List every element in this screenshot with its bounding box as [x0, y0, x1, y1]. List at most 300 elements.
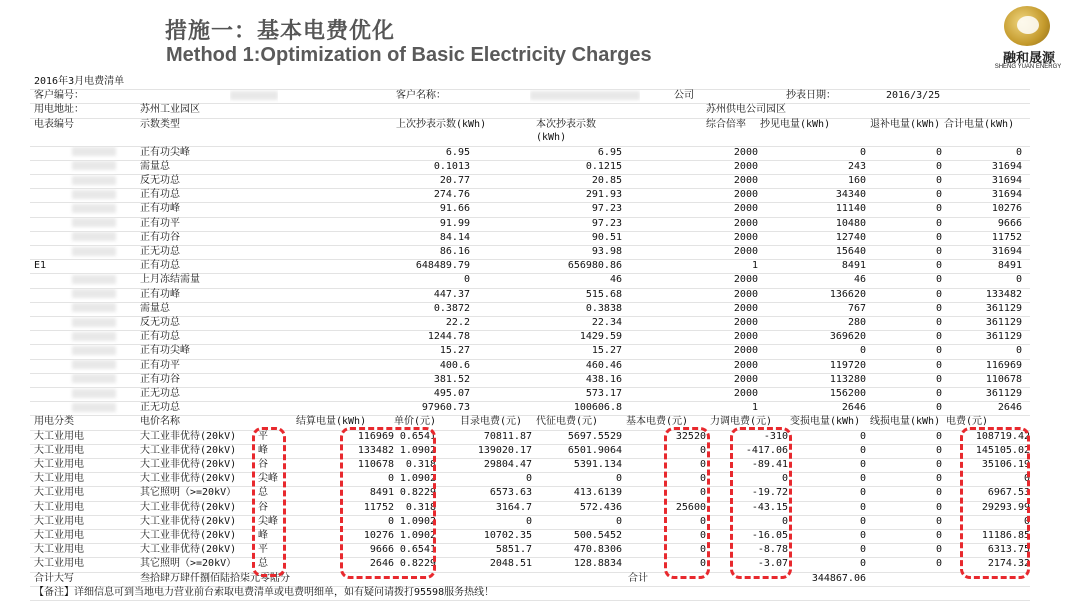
fee-cell-fee: 2174.32	[987, 558, 1030, 570]
fee-cell-fee: 6967.53	[987, 487, 1030, 499]
meter-cell-curr: 0.3838	[585, 302, 622, 314]
meter-row	[30, 273, 1030, 288]
fee-cell-levy: 0	[615, 515, 622, 527]
meter-cell-curr: 20.85	[591, 175, 622, 186]
fee-header: 单价(元)	[394, 416, 437, 428]
fee-cell-catalog: 0	[525, 515, 532, 527]
fee-cell-period: 谷	[258, 459, 268, 470]
meter-cell-adj: 0	[935, 402, 942, 414]
meter-cell-total: 2646	[997, 402, 1022, 414]
fee-cell-period: 峰	[258, 444, 268, 456]
fee-cell-levy: 128.8834	[573, 558, 622, 570]
meter-cell-mult: 2000	[733, 288, 758, 300]
meter-cell-prev: 274.76	[433, 189, 470, 201]
meter-cell-prev: 15.27	[439, 345, 470, 357]
meter-cell-type: 需量总	[140, 160, 170, 172]
meter-cell-read: 156200	[829, 388, 866, 399]
fee-cell-fee: 11186.85	[981, 530, 1030, 541]
fee-cell-tloss: 0	[859, 430, 866, 442]
sum-label: 合计	[628, 572, 648, 584]
fee-cell-period: 总	[258, 558, 268, 570]
fee-cell-levy: 413.6139	[573, 487, 622, 499]
fee-row	[30, 543, 1030, 558]
meter-cell-prev: 22.2	[445, 317, 470, 328]
meter-cell-mult: 1	[751, 260, 758, 272]
meter-id-redacted	[72, 275, 116, 284]
fee-cell-basic: 0	[699, 515, 706, 527]
fee-cell-basic: 0	[699, 487, 706, 499]
meter-cell-type: 正无功总	[140, 388, 180, 399]
fee-cell-cat: 大工业用电	[34, 515, 84, 527]
fee-cell-cat: 大工业用电	[34, 459, 84, 470]
highlight-fee-column	[960, 427, 1030, 579]
fee-row	[30, 529, 1030, 544]
meter-id-redacted	[72, 161, 116, 170]
meter-cell-total: 31694	[991, 160, 1022, 172]
address-row	[30, 103, 1030, 118]
fee-cell-basic: 0	[699, 544, 706, 556]
highlight-settlement-column	[340, 427, 436, 579]
meter-cell-type: 正无功总	[140, 402, 180, 414]
fee-cell-catalog: 139020.17	[477, 444, 532, 456]
meter-cell-prev: 400.6	[439, 359, 470, 371]
meter-cell-adj: 0	[935, 274, 942, 286]
fee-cell-fee: 108719.42	[975, 430, 1030, 442]
meter-cell-type: 反无功总	[140, 175, 180, 186]
meter-cell-curr: 46	[609, 274, 622, 286]
customer-row	[30, 89, 1030, 104]
meter-cell-type: 正有功尖峰	[140, 146, 190, 158]
fee-cell-fee: 145105.02	[975, 444, 1030, 456]
fee-cell-pf: -43.15	[751, 501, 788, 513]
meter-header: 本次抄表示数	[536, 118, 596, 130]
fee-cell-price: 1.0902	[399, 515, 436, 527]
fee-cell-catalog: 10702.35	[483, 530, 532, 541]
fee-cell-period: 总	[258, 487, 268, 499]
meter-header: 抄见电量(kWh)	[760, 118, 831, 130]
fee-row	[30, 501, 1030, 516]
meter-id	[34, 359, 134, 373]
fee-cell-tloss: 0	[859, 459, 866, 470]
fee-cell-tloss: 0	[859, 487, 866, 499]
fee-cell-cat: 大工业用电	[34, 558, 84, 570]
fee-cell-tloss: 0	[859, 444, 866, 456]
fee-cell-catalog: 5851.7	[495, 544, 532, 556]
meter-id	[34, 202, 134, 216]
customer-name-tail: 公司	[674, 90, 694, 102]
fee-row	[30, 557, 1030, 572]
meter-header: 退补电量(kWh)	[870, 118, 941, 130]
fee-cell-levy: 0	[615, 473, 622, 485]
meter-header-row	[30, 118, 1030, 147]
fee-cell-price: 0.318	[405, 459, 436, 470]
customer-name-redacted	[530, 89, 640, 103]
meter-cell-adj: 0	[935, 203, 942, 215]
meter-row	[30, 245, 1030, 260]
fee-cell-pf: -89.41	[751, 459, 788, 470]
fee-cell-price: 0.318	[405, 501, 436, 513]
fee-cell-lloss: 0	[935, 459, 942, 470]
meter-cell-read: 280	[847, 317, 866, 328]
meter-cell-prev: 1244.78	[427, 331, 470, 343]
fee-cell-levy: 500.5452	[573, 530, 622, 541]
meter-cell-adj: 0	[935, 175, 942, 186]
meter-cell-mult: 2000	[733, 317, 758, 328]
fee-cell-kwh: 10276	[363, 530, 394, 541]
fee-cell-cat: 大工业用电	[34, 530, 84, 541]
meter-id-redacted	[72, 360, 116, 369]
fee-cell-price: 1.0902	[399, 473, 436, 485]
fee-cell-kwh: 2646	[369, 558, 394, 570]
meter-cell-curr: 6.95	[597, 146, 622, 158]
meter-header: 电表编号	[34, 118, 74, 130]
meter-cell-read: 8491	[841, 260, 866, 272]
fee-cell-name: 大工业非优待(20kV)	[140, 444, 237, 456]
meter-cell-type: 正无功总	[140, 246, 180, 257]
fee-cell-cat: 大工业用电	[34, 430, 84, 442]
fee-cell-name: 大工业非优待(20kV)	[140, 473, 237, 485]
meter-row	[30, 288, 1030, 303]
meter-cell-prev: 91.99	[439, 217, 470, 229]
meter-cell-read: 10480	[835, 217, 866, 229]
total-label: 合计大写	[34, 572, 74, 584]
meter-cell-total: 0	[1015, 146, 1022, 158]
meter-cell-mult: 2000	[733, 203, 758, 215]
fee-cell-basic: 0	[699, 473, 706, 485]
meter-cell-prev: 495.07	[433, 388, 470, 399]
meter-cell-curr: 100606.8	[573, 402, 622, 414]
meter-row	[30, 387, 1030, 402]
meter-id	[34, 401, 134, 415]
meter-cell-type: 正有功峰	[140, 203, 180, 215]
fee-cell-lloss: 0	[935, 430, 942, 442]
fee-cell-pf: -8.78	[757, 544, 788, 556]
logo-emblem-icon	[1004, 6, 1050, 46]
fee-cell-catalog: 0	[525, 473, 532, 485]
fee-cell-cat: 大工业用电	[34, 444, 84, 456]
address-label: 用电地址：	[34, 104, 84, 116]
meter-cell-type: 反无功总	[140, 317, 180, 328]
meter-row	[30, 259, 1030, 274]
fee-cell-lloss: 0	[935, 544, 942, 556]
meter-row	[30, 188, 1030, 203]
fee-cell-period: 平	[258, 544, 268, 556]
meter-id	[34, 174, 134, 188]
meter-cell-type: 需量总	[140, 302, 170, 314]
fee-cell-lloss: 0	[935, 501, 942, 513]
fee-cell-pf: -16.05	[751, 530, 788, 541]
meter-cell-curr: 656980.86	[567, 260, 622, 272]
sum-value: 344867.06	[811, 572, 866, 584]
meter-id	[34, 273, 134, 287]
fee-cell-catalog: 29804.47	[483, 459, 532, 470]
meter-cell-type: 正有功总	[140, 260, 180, 272]
fee-cell-kwh: 11752	[363, 501, 394, 513]
meter-id	[34, 316, 134, 330]
fee-cell-name: 大工业非优待(20kV)	[140, 459, 237, 470]
fee-cell-lloss: 0	[935, 473, 942, 485]
fee-header: 结算电量(kWh)	[296, 416, 367, 428]
fee-cell-kwh: 133482	[357, 444, 394, 456]
note-row	[30, 586, 1030, 601]
fee-cell-cat: 大工业用电	[34, 487, 84, 499]
fee-cell-pf: -19.72	[751, 487, 788, 499]
fee-cell-cat: 大工业用电	[34, 544, 84, 556]
meter-cell-adj: 0	[935, 189, 942, 201]
meter-cell-curr: 515.68	[585, 288, 622, 300]
fee-cell-period: 谷	[258, 501, 268, 513]
meter-cell-prev: 0.3872	[433, 302, 470, 314]
meter-row	[30, 302, 1030, 317]
meter-cell-curr: 90.51	[591, 231, 622, 243]
total-row	[30, 572, 1030, 587]
meter-cell-read: 0	[859, 345, 866, 357]
fee-header-row	[30, 415, 1030, 430]
meter-cell-curr: 97.23	[591, 217, 622, 229]
meter-cell-type: 正有功平	[140, 217, 180, 229]
fee-cell-kwh: 0	[387, 473, 394, 485]
fee-cell-price: 0.6541	[399, 544, 436, 556]
meter-cell-type: 正有功峰	[140, 288, 180, 300]
meter-id-redacted	[72, 332, 116, 341]
fee-cell-lloss: 0	[935, 444, 942, 456]
fee-row	[30, 515, 1030, 530]
meter-cell-mult: 2000	[733, 388, 758, 399]
meter-cell-mult: 2000	[733, 231, 758, 243]
meter-cell-prev: 6.95	[445, 146, 470, 158]
fee-cell-lloss: 0	[935, 530, 942, 541]
fee-cell-pf: -417.06	[745, 444, 788, 456]
meter-id-redacted	[72, 318, 116, 327]
fee-cell-price: 1.0902	[399, 444, 436, 456]
fee-header: 力调电费(元)	[710, 416, 773, 428]
fee-cell-basic: 32520	[675, 430, 706, 442]
fee-header: 代征电费(元)	[536, 416, 599, 428]
meter-cell-curr: 460.46	[585, 359, 622, 371]
highlight-period-column	[252, 427, 286, 577]
fee-row	[30, 444, 1030, 459]
fee-cell-levy: 5697.5529	[567, 430, 622, 442]
meter-id	[34, 217, 134, 231]
meter-cell-total: 110678	[985, 373, 1022, 385]
fee-cell-tloss: 0	[859, 501, 866, 513]
meter-id	[34, 160, 134, 174]
fee-cell-tloss: 0	[859, 558, 866, 570]
fee-cell-cat: 大工业用电	[34, 501, 84, 513]
company-logo	[990, 4, 1070, 74]
fee-cell-name: 大工业非优待(20kV)	[140, 530, 237, 541]
meter-row	[30, 202, 1030, 217]
fee-cell-price: 0.8229	[399, 558, 436, 570]
meter-cell-total: 31694	[991, 246, 1022, 257]
fee-cell-kwh: 0	[387, 515, 394, 527]
meter-cell-mult: 2000	[733, 175, 758, 186]
meter-cell-mult: 1	[751, 402, 758, 414]
title-zh: 措施一：基本电费优化	[165, 19, 396, 44]
meter-cell-curr: 15.27	[591, 345, 622, 357]
meter-cell-mult: 2000	[733, 146, 758, 158]
meter-cell-type: 正有功谷	[140, 373, 180, 385]
meter-cell-total: 361129	[985, 388, 1022, 399]
meter-cell-adj: 0	[935, 388, 942, 399]
meter-cell-prev: 91.66	[439, 203, 470, 215]
meter-cell-total: 9666	[997, 217, 1022, 229]
meter-row	[30, 146, 1030, 161]
meter-cell-adj: 0	[935, 246, 942, 257]
fee-cell-price: 1.0902	[399, 530, 436, 541]
customer-no-label: 客户编号：	[34, 90, 84, 102]
meter-cell-prev: 0	[463, 274, 470, 286]
meter-cell-adj: 0	[935, 317, 942, 328]
electricity-bill-sheet	[30, 75, 1030, 608]
meter-cell-total: 8491	[997, 260, 1022, 272]
meter-cell-curr: 22.34	[591, 317, 622, 328]
meter-row	[30, 231, 1030, 246]
fee-cell-name: 大工业非优待(20kV)	[140, 430, 237, 442]
meter-cell-type: 正有功总	[140, 189, 180, 201]
meter-cell-adj: 0	[935, 160, 942, 172]
meter-cell-read: 12740	[835, 231, 866, 243]
customer-no-redacted	[230, 89, 278, 103]
meter-cell-read: 15640	[835, 246, 866, 257]
fee-cell-kwh: 9666	[369, 544, 394, 556]
fee-cell-tloss: 0	[859, 530, 866, 541]
meter-id	[34, 387, 134, 401]
fee-cell-price: 0.8229	[399, 487, 436, 499]
meter-id	[34, 288, 134, 302]
meter-header-sub: (kWh)	[536, 131, 567, 143]
fee-cell-fee: 6313.75	[987, 544, 1030, 556]
meter-cell-curr: 1429.59	[579, 331, 622, 343]
meter-cell-mult: 2000	[733, 302, 758, 314]
meter-id-redacted	[72, 289, 116, 298]
meter-cell-total: 0	[1015, 274, 1022, 286]
meter-cell-type: 正有功平	[140, 359, 180, 371]
fee-cell-kwh: 116969	[357, 430, 394, 442]
meter-id-redacted	[72, 403, 116, 412]
fee-cell-period: 平	[258, 430, 268, 442]
supplier-name: 苏州供电公司园区	[706, 104, 786, 116]
fee-cell-basic: 0	[699, 530, 706, 541]
fee-cell-levy: 6501.9064	[567, 444, 622, 456]
fee-cell-kwh: 8491	[369, 487, 394, 499]
meter-cell-mult: 2000	[733, 189, 758, 201]
meter-cell-prev: 84.14	[439, 231, 470, 243]
meter-row	[30, 330, 1030, 345]
fee-cell-cat: 大工业用电	[34, 473, 84, 485]
fee-cell-pf: 0	[781, 515, 788, 527]
meter-cell-total: 361129	[985, 317, 1022, 328]
fee-cell-tloss: 0	[859, 544, 866, 556]
meter-header: 示数类型	[140, 118, 180, 130]
fee-row	[30, 458, 1030, 473]
meter-id-redacted	[72, 303, 116, 312]
fee-header: 电费(元)	[946, 416, 989, 428]
bill-title-row	[30, 75, 1030, 90]
meter-cell-curr: 0.1215	[585, 160, 622, 172]
meter-cell-mult: 2000	[733, 274, 758, 286]
meter-cell-total: 11752	[991, 231, 1022, 243]
logo-text-zh: 融和晟源	[1002, 51, 1055, 66]
meter-row	[30, 344, 1030, 359]
meter-header: 合计电量(kWh)	[944, 118, 1015, 130]
meter-id-redacted	[72, 247, 116, 256]
fee-cell-pf: -310	[763, 430, 788, 442]
meter-cell-curr: 438.16	[585, 373, 622, 385]
meter-cell-adj: 0	[935, 373, 942, 385]
fee-cell-name: 大工业非优待(20kV)	[140, 501, 237, 513]
meter-cell-mult: 2000	[733, 160, 758, 172]
meter-cell-prev: 97960.73	[421, 402, 470, 414]
meter-cell-adj: 0	[935, 302, 942, 314]
fee-row	[30, 486, 1030, 501]
meter-cell-read: 369620	[829, 331, 866, 343]
fee-cell-period: 尖峰	[258, 473, 278, 485]
fee-cell-basic: 0	[699, 459, 706, 470]
fee-cell-levy: 572.436	[579, 501, 622, 513]
meter-cell-total: 116969	[985, 359, 1022, 371]
meter-cell-total: 31694	[991, 175, 1022, 186]
fee-cell-levy: 5391.134	[573, 459, 622, 470]
fee-header: 目录电费(元)	[460, 416, 523, 428]
meter-cell-type: 上月冻结需量	[140, 274, 200, 286]
fee-cell-tloss: 0	[859, 515, 866, 527]
meter-cell-read: 160	[847, 175, 866, 186]
fee-cell-lloss: 0	[935, 487, 942, 499]
meter-id-redacted	[72, 232, 116, 241]
meter-cell-read: 113280	[829, 373, 866, 385]
meter-cell-total: 0	[1015, 345, 1022, 357]
meter-cell-adj: 0	[935, 260, 942, 272]
meter-id-redacted	[72, 204, 116, 213]
meter-row	[30, 359, 1030, 374]
meter-id: E1	[34, 260, 47, 272]
meter-row	[30, 373, 1030, 388]
meter-id-redacted	[72, 374, 116, 383]
fee-cell-tloss: 0	[859, 473, 866, 485]
fee-cell-lloss: 0	[935, 515, 942, 527]
meter-id	[34, 188, 134, 202]
meter-cell-type: 正有功总	[140, 331, 180, 343]
meter-cell-read: 0	[859, 146, 866, 158]
highlight-power-factor-column	[730, 427, 792, 579]
fee-cell-name: 大工业非优待(20kV)	[140, 544, 237, 556]
meter-id	[34, 231, 134, 245]
meter-row	[30, 217, 1030, 232]
meter-id	[34, 373, 134, 387]
highlight-basic-fee-column	[664, 427, 710, 579]
address-value: 苏州工业园区	[140, 104, 200, 116]
meter-cell-read: 119720	[829, 359, 866, 371]
meter-cell-prev: 20.77	[439, 175, 470, 186]
fee-cell-catalog: 2048.51	[489, 558, 532, 570]
customer-name-label: 客户名称：	[396, 90, 446, 102]
meter-cell-read: 34340	[835, 189, 866, 201]
meter-id	[34, 330, 134, 344]
fee-cell-fee: 29293.99	[981, 501, 1030, 513]
meter-cell-read: 243	[847, 160, 866, 172]
fee-header: 用电分类	[34, 416, 74, 428]
meter-id-redacted	[72, 218, 116, 227]
fee-cell-name: 其它照明（>=20kV）	[140, 487, 237, 499]
meter-cell-adj: 0	[935, 331, 942, 343]
bill-note: 【备注】详细信息可到当地电力营业前台索取电费清单或电费明细单，如有疑问请拨打95598服务热线！	[34, 586, 495, 598]
meter-cell-adj: 0	[935, 217, 942, 229]
meter-cell-adj: 0	[935, 146, 942, 158]
fee-header: 变损电量(kWh)	[790, 416, 861, 428]
meter-cell-total: 10276	[991, 203, 1022, 215]
meter-cell-type: 正有功尖峰	[140, 345, 190, 357]
